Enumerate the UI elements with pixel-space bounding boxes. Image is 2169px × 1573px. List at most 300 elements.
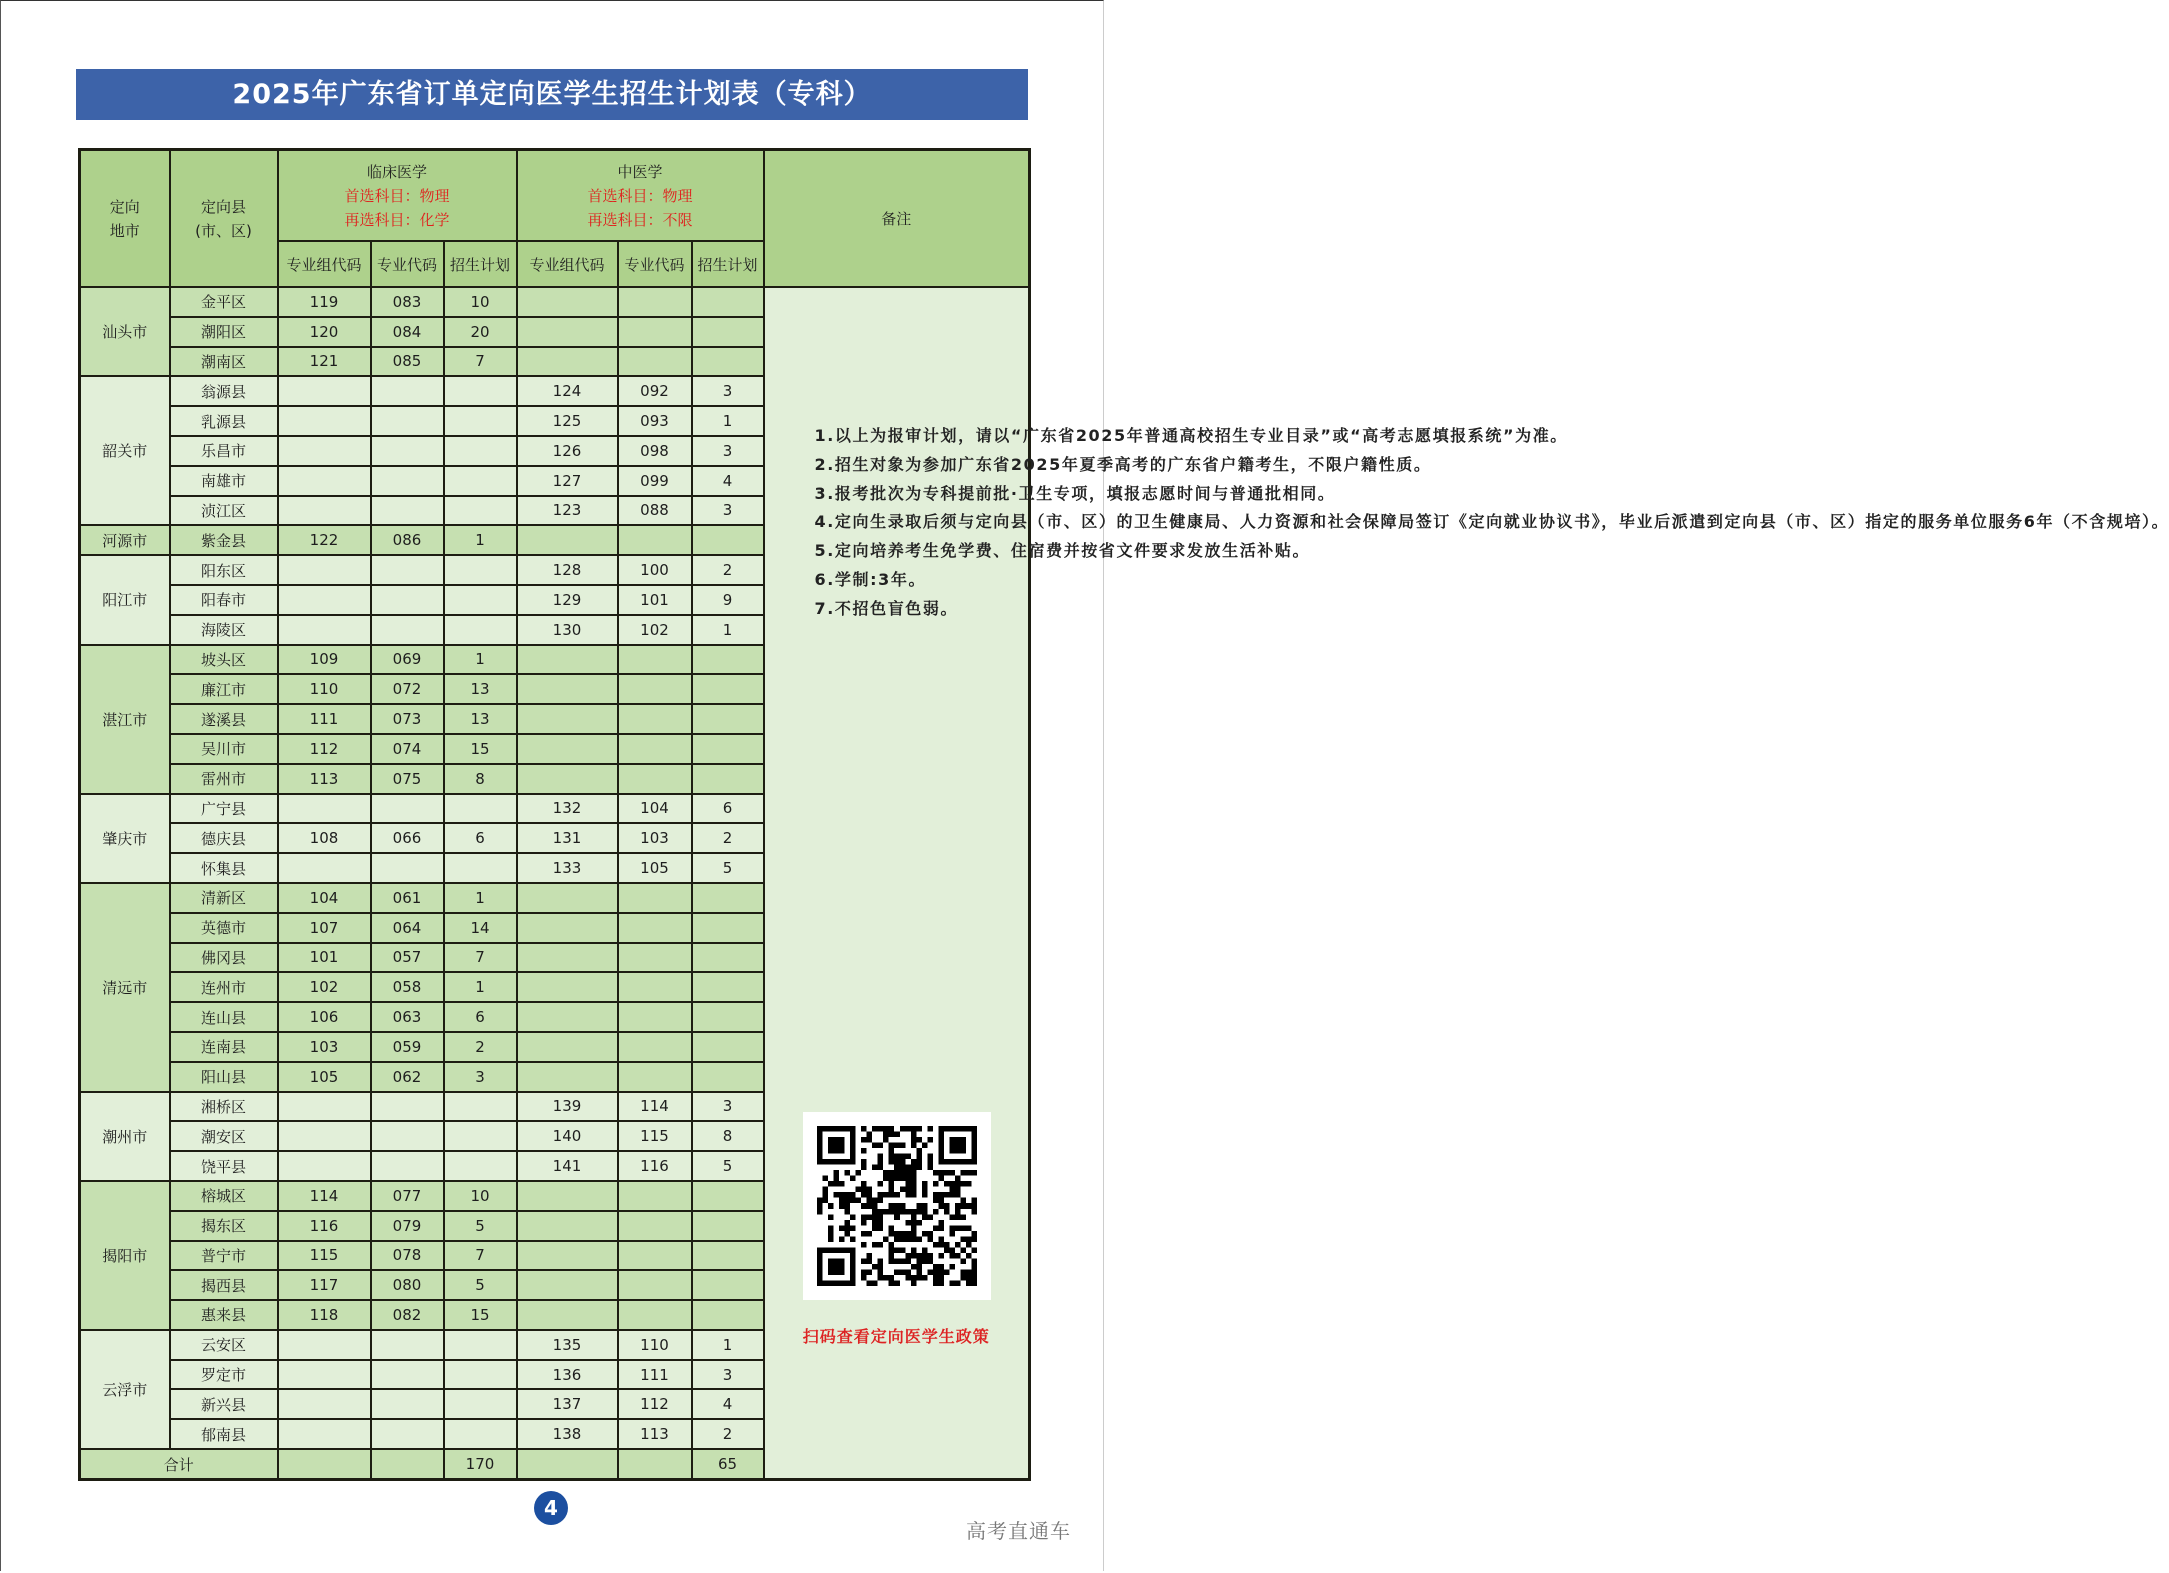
tcm-group-code-cell: 139: [517, 1092, 618, 1122]
clinical-major-code-cell: 069: [371, 645, 444, 675]
city-cell: 汕头市: [80, 287, 170, 376]
tcm-plan-cell: [692, 1241, 764, 1271]
header-city-line2: 地市: [109, 221, 140, 240]
tcm-major-code-cell: [618, 913, 692, 943]
tcm-plan-cell: [692, 704, 764, 734]
clinical-plan-cell: 10: [444, 1181, 517, 1211]
county-cell: 揭东区: [170, 1211, 278, 1241]
clinical-group-code-cell: [278, 615, 371, 645]
tcm-plan-cell: 2: [692, 555, 764, 585]
subheader-tcm-major-code: 专业代码: [618, 241, 692, 287]
clinical-plan-cell: [444, 1092, 517, 1122]
clinical-major-code-cell: [371, 496, 444, 526]
tcm-major-code-cell: [618, 347, 692, 377]
clinical-group-code-cell: 115: [278, 1241, 371, 1271]
clinical-major-code-cell: [371, 1389, 444, 1419]
clinical-group-code-cell: [278, 1389, 371, 1419]
tcm-major-code-cell: [618, 1241, 692, 1271]
tcm-major-code-cell: [618, 1181, 692, 1211]
county-cell: 阳东区: [170, 555, 278, 585]
clinical-plan-cell: 13: [444, 704, 517, 734]
clinical-group-code-cell: 114: [278, 1181, 371, 1211]
clinical-major-code-cell: 072: [371, 674, 444, 704]
page-title: 2025年广东省订单定向医学生招生计划表（专科）: [76, 69, 1028, 120]
tcm-plan-cell: [692, 734, 764, 764]
tcm-plan-cell: 9: [692, 585, 764, 615]
tcm-major-code-cell: [618, 883, 692, 913]
tcm-group-code-cell: 140: [517, 1121, 618, 1151]
tcm-major-code-cell: 092: [618, 376, 692, 406]
tcm-plan-cell: [692, 972, 764, 1002]
tcm-major-code-cell: [618, 287, 692, 317]
clinical-major-code-cell: 080: [371, 1270, 444, 1300]
total-label: 合计: [80, 1449, 278, 1480]
tcm-plan-cell: [692, 1211, 764, 1241]
clinical-plan-cell: [444, 1151, 517, 1181]
tcm-group-code-cell: [517, 704, 618, 734]
tcm-plan-cell: 4: [692, 1389, 764, 1419]
clinical-major-code-cell: 063: [371, 1002, 444, 1032]
tcm-major-code-cell: [618, 317, 692, 347]
county-cell: 乳源县: [170, 406, 278, 436]
clinical-plan-cell: 13: [444, 674, 517, 704]
county-cell: 金平区: [170, 287, 278, 317]
subheader-clinical-group-code: 专业组代码: [278, 241, 371, 287]
clinical-group-code-cell: 107: [278, 913, 371, 943]
clinical-major-code-cell: 058: [371, 972, 444, 1002]
city-cell: 肇庆市: [80, 794, 170, 883]
clinical-group-code-cell: 103: [278, 1032, 371, 1062]
clinical-plan-cell: 7: [444, 943, 517, 973]
clinical-plan-cell: 15: [444, 734, 517, 764]
clinical-plan-cell: 1: [444, 883, 517, 913]
county-cell: 佛冈县: [170, 943, 278, 973]
qr-code-icon: [817, 1126, 977, 1286]
tcm-plan-cell: 3: [692, 1092, 764, 1122]
tcm-group-code-cell: [517, 883, 618, 913]
header-county: [170, 150, 278, 288]
clinical-major-code-cell: [371, 466, 444, 496]
subheader-tcm-plan: 招生计划: [692, 241, 764, 287]
clinical-group-code-cell: [278, 1360, 371, 1390]
tcm-plan-cell: 2: [692, 823, 764, 853]
note-item: 4.定向生录取后须与定向县（市、区）的卫生健康局、人力资源和社会保障局签订《定向就业协议书》，毕业后派遣到定向县（市、区）指定的服务单位服务6年（不含规培）。: [814, 512, 2169, 532]
clinical-group-code-cell: [278, 555, 371, 585]
city-cell: 韶关市: [80, 376, 170, 525]
tcm-major-code-cell: 088: [618, 496, 692, 526]
county-cell: 连南县: [170, 1032, 278, 1062]
table-body: [80, 287, 2169, 1480]
clinical-plan-cell: [444, 585, 517, 615]
total-clinical-group-code: [278, 1449, 371, 1480]
county-cell: 紫金县: [170, 525, 278, 555]
tcm-group-code-cell: 137: [517, 1389, 618, 1419]
tcm-major-name: 中医学: [617, 162, 663, 181]
tcm-group-code-cell: 127: [517, 466, 618, 496]
clinical-group-code-cell: [278, 794, 371, 824]
tcm-major-code-cell: 114: [618, 1092, 692, 1122]
county-cell: 英德市: [170, 913, 278, 943]
tcm-plan-cell: [692, 764, 764, 794]
header-notes: 备注: [764, 150, 1030, 288]
tcm-major-code-cell: [618, 1270, 692, 1300]
tcm-group-code-cell: 138: [517, 1419, 618, 1449]
tcm-major-code-cell: 111: [618, 1360, 692, 1390]
clinical-group-code-cell: [278, 1151, 371, 1181]
tcm-major-code-cell: 110: [618, 1330, 692, 1360]
clinical-group-code-cell: [278, 1092, 371, 1122]
city-cell: 河源市: [80, 525, 170, 555]
tcm-major-code-cell: [618, 525, 692, 555]
clinical-plan-cell: 8: [444, 764, 517, 794]
county-cell: 吴川市: [170, 734, 278, 764]
tcm-group-code-cell: [517, 734, 618, 764]
clinical-group-code-cell: 119: [278, 287, 371, 317]
total-tcm-plan: 65: [692, 1449, 764, 1480]
header-county-line2: (市、区): [195, 221, 252, 240]
county-cell: 普宁市: [170, 1241, 278, 1271]
clinical-major-code-cell: [371, 1330, 444, 1360]
clinical-plan-cell: [444, 555, 517, 585]
tcm-group-code-cell: [517, 1211, 618, 1241]
clinical-major-code-cell: 084: [371, 317, 444, 347]
tcm-plan-cell: [692, 943, 764, 973]
clinical-major-code-cell: 077: [371, 1181, 444, 1211]
clinical-major-code-cell: [371, 853, 444, 883]
tcm-major-code-cell: [618, 734, 692, 764]
tcm-plan-cell: [692, 287, 764, 317]
tcm-group-code-cell: [517, 913, 618, 943]
clinical-group-code-cell: 117: [278, 1270, 371, 1300]
city-cell: 湛江市: [80, 645, 170, 794]
clinical-group-code-cell: 116: [278, 1211, 371, 1241]
clinical-major-code-cell: [371, 615, 444, 645]
tcm-plan-cell: [692, 347, 764, 377]
clinical-plan-cell: 5: [444, 1270, 517, 1300]
county-cell: 阳山县: [170, 1062, 278, 1092]
county-cell: 怀集县: [170, 853, 278, 883]
clinical-major-code-cell: 085: [371, 347, 444, 377]
clinical-group-code-cell: 122: [278, 525, 371, 555]
total-clinical-major-code: [371, 1449, 444, 1480]
clinical-plan-cell: 5: [444, 1211, 517, 1241]
tcm-plan-cell: 1: [692, 406, 764, 436]
clinical-major-code-cell: 079: [371, 1211, 444, 1241]
tcm-group-code-cell: 128: [517, 555, 618, 585]
tcm-group-code-cell: 136: [517, 1360, 618, 1390]
clinical-major-code-cell: 086: [371, 525, 444, 555]
tcm-plan-cell: 3: [692, 436, 764, 466]
clinical-major-code-cell: 074: [371, 734, 444, 764]
tcm-group-code-cell: 123: [517, 496, 618, 526]
clinical-major-code-cell: 075: [371, 764, 444, 794]
tcm-plan-cell: [692, 1062, 764, 1092]
clinical-group-code-cell: [278, 1330, 371, 1360]
city-cell: 云浮市: [80, 1330, 170, 1449]
clinical-group-code-cell: 109: [278, 645, 371, 675]
clinical-major-code-cell: [371, 585, 444, 615]
clinical-major-code-cell: [371, 1360, 444, 1390]
county-cell: 湘桥区: [170, 1092, 278, 1122]
clinical-plan-cell: 1: [444, 525, 517, 555]
header-city: [80, 150, 170, 288]
tcm-plan-cell: 3: [692, 496, 764, 526]
tcm-plan-cell: 6: [692, 794, 764, 824]
tcm-group-code-cell: [517, 1032, 618, 1062]
clinical-plan-cell: [444, 794, 517, 824]
clinical-major-code-cell: [371, 376, 444, 406]
clinical-plan-cell: [444, 853, 517, 883]
subheader-tcm-group-code: 专业组代码: [517, 241, 618, 287]
clinical-group-code-cell: 105: [278, 1062, 371, 1092]
county-cell: 德庆县: [170, 823, 278, 853]
county-cell: 浈江区: [170, 496, 278, 526]
clinical-group-code-cell: [278, 853, 371, 883]
clinical-group-code-cell: 112: [278, 734, 371, 764]
tcm-major-code-cell: 099: [618, 466, 692, 496]
tcm-major-code-cell: [618, 764, 692, 794]
tcm-plan-cell: [692, 1032, 764, 1062]
clinical-plan-cell: 6: [444, 1002, 517, 1032]
city-cell: 阳江市: [80, 555, 170, 644]
county-cell: 潮安区: [170, 1121, 278, 1151]
clinical-group-code-cell: [278, 436, 371, 466]
tcm-group-code-cell: [517, 1300, 618, 1330]
clinical-plan-cell: 14: [444, 913, 517, 943]
clinical-major-code-cell: [371, 1092, 444, 1122]
notes-cell: [764, 287, 2169, 1480]
tcm-group-code-cell: [517, 525, 618, 555]
tcm-group-code-cell: [517, 1181, 618, 1211]
tcm-group-code-cell: 125: [517, 406, 618, 436]
tcm-group-code-cell: [517, 764, 618, 794]
clinical-group-code-cell: [278, 466, 371, 496]
county-cell: 遂溪县: [170, 704, 278, 734]
clinical-plan-cell: [444, 1419, 517, 1449]
clinical-major-code-cell: [371, 1121, 444, 1151]
tcm-major-code-cell: 115: [618, 1121, 692, 1151]
county-cell: 坡头区: [170, 645, 278, 675]
note-item: 3.报考批次为专科提前批·卫生专项，填报志愿时间与普通批相同。: [814, 483, 1336, 503]
tcm-plan-cell: [692, 674, 764, 704]
clinical-plan-cell: [444, 1360, 517, 1390]
clinical-plan-cell: [444, 1121, 517, 1151]
header-clinical-medicine: [278, 150, 517, 242]
tcm-plan-cell: 4: [692, 466, 764, 496]
tcm-group-code-cell: 124: [517, 376, 618, 406]
clinical-major-code-cell: [371, 794, 444, 824]
county-cell: 惠来县: [170, 1300, 278, 1330]
county-cell: 乐昌市: [170, 436, 278, 466]
clinical-group-code-cell: [278, 406, 371, 436]
tcm-plan-cell: 3: [692, 376, 764, 406]
tcm-plan-cell: 5: [692, 853, 764, 883]
clinical-group-code-cell: [278, 376, 371, 406]
clinical-major-code-cell: [371, 406, 444, 436]
tcm-plan-cell: 8: [692, 1121, 764, 1151]
tcm-group-code-cell: 126: [517, 436, 618, 466]
enrollment-plan-table: [78, 148, 2169, 1481]
tcm-group-code-cell: [517, 645, 618, 675]
total-tcm-group-code: [517, 1449, 618, 1480]
clinical-plan-cell: [444, 1389, 517, 1419]
table-row: [80, 287, 1030, 317]
tcm-major-code-cell: [618, 645, 692, 675]
clinical-group-code-cell: 110: [278, 674, 371, 704]
tcm-major-code-cell: 112: [618, 1389, 692, 1419]
qr-caption: 扫码查看定向医学生政策: [802, 1327, 990, 1347]
note-item: 7.不招色盲色弱。: [814, 598, 959, 618]
clinical-plan-cell: 7: [444, 347, 517, 377]
county-cell: 阳春市: [170, 585, 278, 615]
tcm-group-code-cell: [517, 943, 618, 973]
tcm-major-code-cell: [618, 1211, 692, 1241]
tcm-plan-cell: [692, 1270, 764, 1300]
tcm-group-code-cell: [517, 1062, 618, 1092]
clinical-major-code-cell: [371, 555, 444, 585]
tcm-major-code-cell: 104: [618, 794, 692, 824]
note-item: 2.招生对象为参加广东省2025年夏季高考的广东省户籍考生，不限户籍性质。: [814, 454, 1432, 474]
county-cell: 翁源县: [170, 376, 278, 406]
note-item: 5.定向培养考生免学费、住宿费并按省文件要求发放生活补贴。: [814, 541, 1311, 561]
tcm-major-code-cell: [618, 1300, 692, 1330]
clinical-plan-cell: 20: [444, 317, 517, 347]
county-cell: 南雄市: [170, 466, 278, 496]
tcm-plan-cell: [692, 913, 764, 943]
city-cell: 潮州市: [80, 1092, 170, 1181]
tcm-major-code-cell: 101: [618, 585, 692, 615]
note-item: 6.学制:3年。: [814, 570, 927, 590]
watermark: 高考直通车: [966, 1519, 1071, 1543]
tcm-group-code-cell: 130: [517, 615, 618, 645]
tcm-plan-cell: 5: [692, 1151, 764, 1181]
tcm-plan-cell: 1: [692, 1330, 764, 1360]
county-cell: 潮南区: [170, 347, 278, 377]
clinical-plan-cell: [444, 496, 517, 526]
tcm-major-code-cell: 100: [618, 555, 692, 585]
clinical-plan-cell: 2: [444, 1032, 517, 1062]
clinical-group-code-cell: 111: [278, 704, 371, 734]
tcm-major-code-cell: 098: [618, 436, 692, 466]
tcm-group-code-cell: 141: [517, 1151, 618, 1181]
clinical-major-code-cell: 057: [371, 943, 444, 973]
city-cell: 揭阳市: [80, 1181, 170, 1330]
tcm-major-code-cell: [618, 704, 692, 734]
clinical-plan-cell: 10: [444, 287, 517, 317]
clinical-group-code-cell: [278, 1419, 371, 1449]
clinical-plan-cell: [444, 1330, 517, 1360]
clinical-major-code-cell: 066: [371, 823, 444, 853]
county-cell: 罗定市: [170, 1360, 278, 1390]
note-item: 1.以上为报审计划，请以“广东省2025年普通高校招生专业目录”或“高考志愿填报系统”为准。: [814, 426, 1568, 446]
total-clinical-plan: 170: [444, 1449, 517, 1480]
clinical-major-code-cell: 082: [371, 1300, 444, 1330]
tcm-plan-cell: [692, 1002, 764, 1032]
tcm-plan-cell: [692, 1300, 764, 1330]
clinical-plan-cell: [444, 376, 517, 406]
clinical-group-code-cell: [278, 496, 371, 526]
header-city-line1: 定向: [109, 197, 140, 216]
clinical-major-code-cell: [371, 1419, 444, 1449]
county-cell: 潮阳区: [170, 317, 278, 347]
tcm-major-code-cell: [618, 943, 692, 973]
clinical-plan-cell: [444, 406, 517, 436]
clinical-plan-cell: 3: [444, 1062, 517, 1092]
tcm-plan-cell: 2: [692, 1419, 764, 1449]
clinical-group-code-cell: 108: [278, 823, 371, 853]
qr-code[interactable]: [803, 1112, 991, 1300]
clinical-plan-cell: [444, 615, 517, 645]
clinical-group-code-cell: 101: [278, 943, 371, 973]
tcm-second-subject: 再选科目：不限: [587, 210, 693, 229]
tcm-group-code-cell: 131: [517, 823, 618, 853]
tcm-major-code-cell: 093: [618, 406, 692, 436]
city-cell: 清远市: [80, 883, 170, 1092]
clinical-major-code-cell: 062: [371, 1062, 444, 1092]
tcm-major-code-cell: [618, 972, 692, 1002]
header-tcm: [517, 150, 764, 242]
tcm-major-code-cell: 103: [618, 823, 692, 853]
tcm-group-code-cell: [517, 1002, 618, 1032]
county-cell: 雷州市: [170, 764, 278, 794]
tcm-plan-cell: [692, 317, 764, 347]
clinical-major-code-cell: 059: [371, 1032, 444, 1062]
clinical-plan-cell: [444, 466, 517, 496]
county-cell: 揭西县: [170, 1270, 278, 1300]
tcm-group-code-cell: 129: [517, 585, 618, 615]
clinical-plan-cell: 7: [444, 1241, 517, 1271]
tcm-plan-cell: [692, 883, 764, 913]
tcm-first-subject: 首选科目：物理: [587, 186, 693, 205]
page-number: 4: [534, 1491, 568, 1525]
clinical-group-code-cell: 104: [278, 883, 371, 913]
clinical-major-name: 临床医学: [366, 162, 427, 181]
tcm-group-code-cell: 135: [517, 1330, 618, 1360]
total-tcm-major-code: [618, 1449, 692, 1480]
tcm-group-code-cell: [517, 1270, 618, 1300]
subheader-clinical-plan: 招生计划: [444, 241, 517, 287]
clinical-major-code-cell: [371, 436, 444, 466]
county-cell: 廉江市: [170, 674, 278, 704]
tcm-major-code-cell: [618, 674, 692, 704]
tcm-major-code-cell: [618, 1002, 692, 1032]
tcm-group-code-cell: [517, 317, 618, 347]
tcm-major-code-cell: 102: [618, 615, 692, 645]
tcm-group-code-cell: [517, 1241, 618, 1271]
clinical-major-code-cell: 083: [371, 287, 444, 317]
clinical-group-code-cell: 120: [278, 317, 371, 347]
tcm-major-code-cell: 116: [618, 1151, 692, 1181]
tcm-group-code-cell: 132: [517, 794, 618, 824]
clinical-major-code-cell: 073: [371, 704, 444, 734]
tcm-plan-cell: [692, 645, 764, 675]
tcm-plan-cell: [692, 1181, 764, 1211]
county-cell: 郁南县: [170, 1419, 278, 1449]
clinical-group-code-cell: 106: [278, 1002, 371, 1032]
county-cell: 新兴县: [170, 1389, 278, 1419]
clinical-group-code-cell: [278, 1121, 371, 1151]
county-cell: 清新区: [170, 883, 278, 913]
tcm-group-code-cell: [517, 674, 618, 704]
clinical-plan-cell: 1: [444, 645, 517, 675]
subheader-clinical-major-code: 专业代码: [371, 241, 444, 287]
county-cell: 饶平县: [170, 1151, 278, 1181]
tcm-plan-cell: 1: [692, 615, 764, 645]
clinical-group-code-cell: 113: [278, 764, 371, 794]
tcm-major-code-cell: 105: [618, 853, 692, 883]
clinical-major-code-cell: 064: [371, 913, 444, 943]
notes-text: [783, 422, 2169, 624]
